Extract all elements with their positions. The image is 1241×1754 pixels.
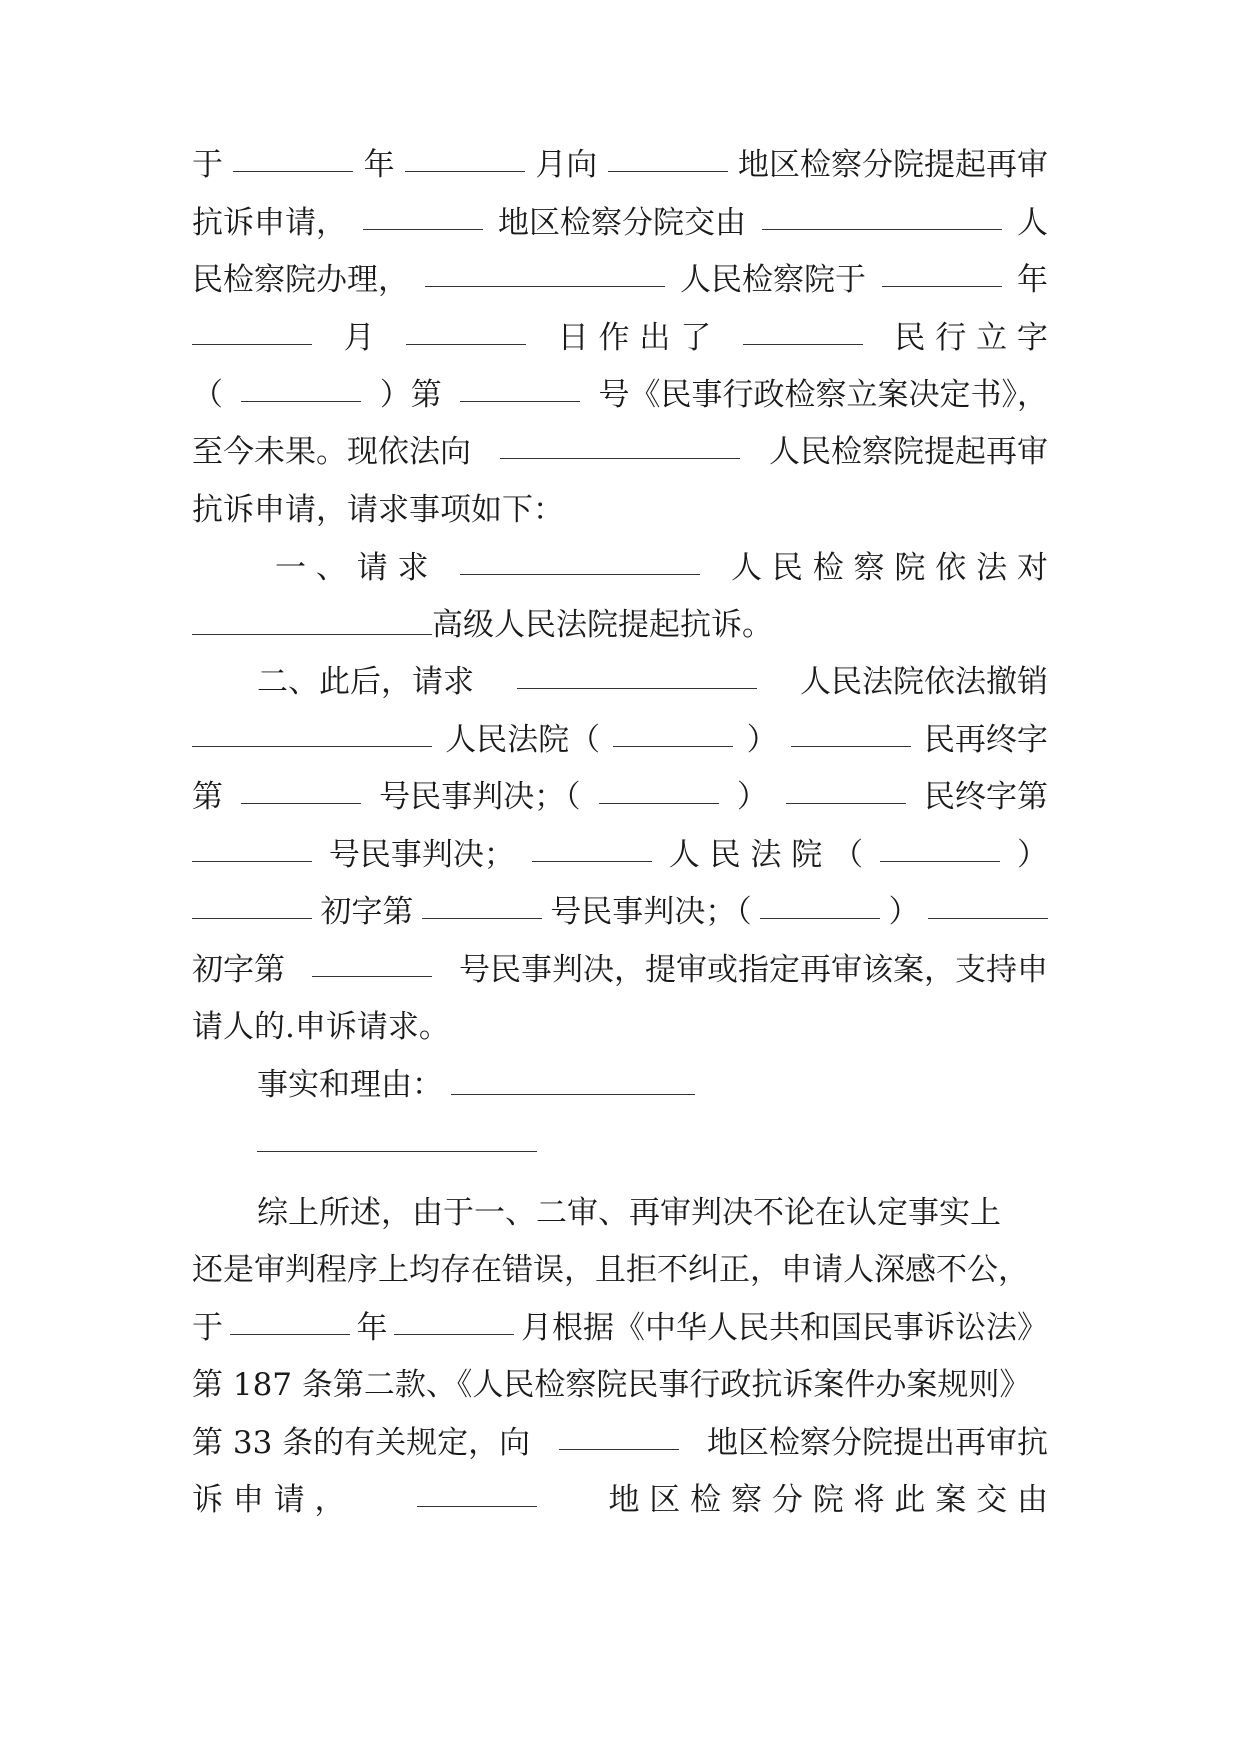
blank-field[interactable] <box>762 203 1002 230</box>
text-line <box>192 1365 1048 1405</box>
text-segment: 民 行 立 字 <box>894 320 1048 356</box>
text-segment: ） <box>888 894 920 930</box>
blank-field[interactable] <box>192 892 312 919</box>
text-segment: 月根据《中华人民共和国民事诉讼法》 <box>521 1310 1048 1346</box>
text-segment: 高级人民法院提起抗诉。 <box>432 607 773 643</box>
blank-field[interactable] <box>786 777 906 804</box>
text-line <box>192 777 1048 817</box>
text-segment: ） <box>746 722 778 758</box>
text-segment: 民检察院办理， <box>192 262 409 298</box>
text-line <box>192 835 1048 875</box>
text-segment: 一 、 请 求 <box>275 550 429 586</box>
text-segment: 综上所述，由于一、二审、再审判决不论在认定事实上 <box>257 1195 1001 1231</box>
text-segment: 人民检察院提起再审 <box>769 434 1048 470</box>
text-segment: 人民法院依法撤销 <box>800 664 1048 700</box>
text-segment: 地 区 检 察 分 院 将 此 案 交 由 <box>608 1482 1048 1518</box>
text-line <box>192 203 1048 243</box>
text-segment: 民再终字 <box>923 722 1048 758</box>
blank-field[interactable] <box>394 1308 514 1335</box>
text-segment: 请人的.申诉请求。 <box>192 1009 450 1045</box>
text-segment: 号民事判决，提审或指定再审该案，支持申 <box>459 952 1048 988</box>
text-line <box>192 720 1048 760</box>
text-segment: 初字第 <box>192 952 285 988</box>
text-line <box>192 375 1048 415</box>
blank-field[interactable] <box>460 375 580 402</box>
text-segment: 号民事判决； <box>328 837 515 873</box>
blank-field[interactable] <box>192 835 312 862</box>
text-segment: 二、此后，请求 <box>257 664 474 700</box>
text-segment: 民终字第 <box>923 779 1048 815</box>
text-line <box>192 1308 1048 1348</box>
text-segment: 事实和理由： <box>257 1067 443 1103</box>
blank-field[interactable] <box>882 260 1002 287</box>
text-line <box>192 605 1048 645</box>
text-segment: 初字第 <box>320 894 414 930</box>
blank-field[interactable] <box>363 203 483 230</box>
text-line <box>257 1122 657 1162</box>
text-line <box>257 1065 757 1105</box>
blank-field[interactable] <box>230 1308 350 1335</box>
text-segment: 号《民事行政检察立案决定书》， <box>598 377 1048 413</box>
blank-field[interactable] <box>460 548 700 575</box>
text-line <box>192 318 1048 358</box>
text-line <box>192 260 1048 300</box>
blank-field[interactable] <box>192 720 432 747</box>
text-segment: 号民事判决；（ <box>379 779 581 815</box>
blank-field[interactable] <box>743 318 863 345</box>
text-segment: 人 民 法 院 （ <box>668 837 864 873</box>
text-segment: 年 <box>363 147 395 183</box>
text-line <box>192 892 1048 932</box>
blank-field[interactable] <box>406 318 526 345</box>
text-segment: 还是审判程序上均存在错误，且拒不纠正，申请人深感不公， <box>192 1252 1029 1288</box>
blank-field[interactable] <box>405 145 525 172</box>
text-segment: 至今未果。现依法向 <box>192 434 471 470</box>
blank-field[interactable] <box>928 892 1048 919</box>
blank-field[interactable] <box>192 608 432 635</box>
text-segment: 于 <box>192 1310 223 1346</box>
text-segment: 人 民 检 察 院 依 法 对 <box>731 550 1048 586</box>
text-segment: 第 33 条的有关规定，向 <box>192 1425 531 1461</box>
text-segment: 月向 <box>535 147 598 183</box>
blank-field[interactable] <box>760 892 880 919</box>
blank-field[interactable] <box>425 260 665 287</box>
blank-field[interactable] <box>241 375 361 402</box>
text-segment: 地区检察分院提出再审抗 <box>707 1425 1048 1461</box>
text-segment: 年 <box>356 1310 388 1346</box>
blank-field[interactable] <box>451 1068 695 1095</box>
text-line <box>192 1250 1048 1290</box>
text-segment: 地区检察分院提起再审 <box>737 147 1048 183</box>
text-segment: ）第 <box>379 377 442 413</box>
blank-field[interactable] <box>559 1423 679 1450</box>
text-line <box>192 1423 1048 1463</box>
text-segment: 诉 申 请 ， <box>192 1482 346 1518</box>
text-segment: 地区检察分院交由 <box>498 205 746 241</box>
text-line <box>192 432 1048 472</box>
text-segment: 抗诉申请，请求事项如下： <box>192 492 564 528</box>
text-segment: 号民事判决；（ <box>550 894 752 930</box>
blank-field[interactable] <box>422 892 542 919</box>
text-segment: 人民检察院于 <box>680 262 866 298</box>
blank-field[interactable] <box>312 950 432 977</box>
text-segment: 日 作 出 了 <box>557 320 712 356</box>
text-line <box>257 662 1048 702</box>
text-line <box>192 145 1048 185</box>
blank-field[interactable] <box>417 1480 537 1507</box>
blank-field[interactable] <box>791 720 911 747</box>
blank-field[interactable] <box>241 777 361 804</box>
text-segment: 人民法院（ <box>445 722 601 758</box>
text-segment: （ <box>192 377 223 413</box>
text-segment: 月 <box>343 320 375 356</box>
blank-field[interactable] <box>532 835 652 862</box>
blank-field[interactable] <box>517 662 757 689</box>
text-line <box>192 1007 1048 1047</box>
blank-field[interactable] <box>613 720 733 747</box>
text-segment: ） <box>1016 837 1048 873</box>
text-segment: 抗诉申请， <box>192 205 347 241</box>
text-line <box>275 548 1048 588</box>
text-segment: 第 187 条第二款、《人民检察院民事行政抗诉案件办案规则》 <box>192 1367 1031 1403</box>
text-line <box>192 1480 1048 1520</box>
blank-field[interactable] <box>233 145 353 172</box>
text-line <box>257 1193 1048 1233</box>
blank-field[interactable] <box>599 777 719 804</box>
text-line <box>192 490 1048 530</box>
text-segment: 于 <box>192 147 223 183</box>
text-segment: 人 <box>1017 205 1048 241</box>
blank-field[interactable] <box>257 1125 537 1152</box>
text-line <box>192 950 1048 990</box>
blank-field[interactable] <box>500 432 740 459</box>
blank-field[interactable] <box>608 145 728 172</box>
text-segment: 第 <box>192 779 223 815</box>
blank-field[interactable] <box>880 835 1000 862</box>
text-segment: ） <box>736 779 768 815</box>
blank-field[interactable] <box>192 318 312 345</box>
text-segment: 年 <box>1017 262 1048 298</box>
